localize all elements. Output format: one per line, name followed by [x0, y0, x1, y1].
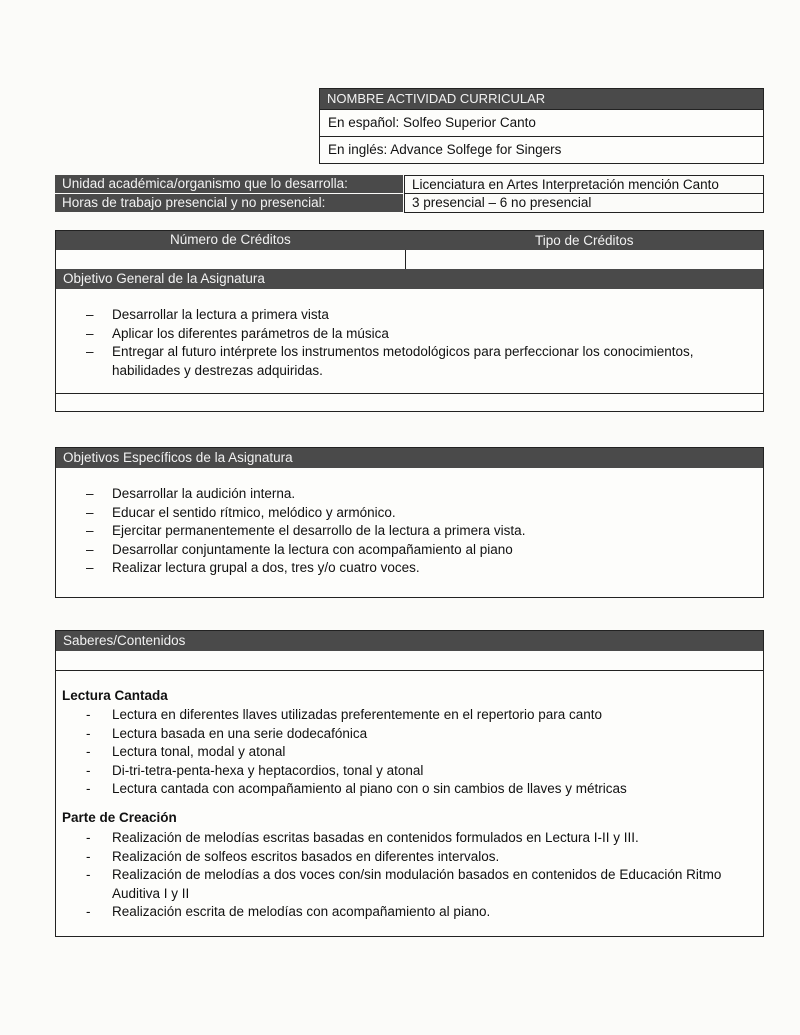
- list-item: – Educar el sentido rítmico, melódico y armónico.: [56, 504, 746, 523]
- dash-marker: -: [86, 867, 91, 882]
- dash-marker: –: [86, 325, 94, 341]
- list-item: – Desarrollar conjuntamente la lectura con acompañamiento al piano: [56, 541, 746, 560]
- list-item: – Desarrollar la audición interna.: [56, 485, 746, 504]
- specific-objectives-list: [56, 485, 746, 578]
- creacion-list: [56, 829, 756, 922]
- contents-box: [55, 630, 764, 937]
- list-item: – Desarrollar la lectura a primera vista: [56, 306, 746, 325]
- list-item: - Realización de melodías a dos voces con/sin modulación basados en contenidos de Educación Ritmo Auditiva I y II: [86, 867, 722, 901]
- credits-number-header: Número de Créditos: [170, 232, 291, 247]
- list-item: - Realización de solfeos escritos basados en diferentes intervalos.: [56, 848, 756, 867]
- dash-marker: –: [86, 504, 94, 520]
- dash-marker: –: [86, 486, 94, 501]
- list-item: - Lectura tonal, modal y atonal: [56, 743, 756, 762]
- list-item: - Lectura en diferentes llaves utilizadas preferentemente en el repertorio para canto: [56, 706, 756, 725]
- section-title-lectura: Lectura Cantada: [62, 688, 168, 703]
- dash-marker: –: [86, 541, 94, 557]
- activity-name-english: En inglés: Advance Solfege for Singers: [320, 136, 763, 163]
- section-title-creacion: Parte de Creación: [62, 810, 177, 825]
- specific-objectives-box: [55, 447, 764, 598]
- dash-marker: –: [86, 307, 94, 322]
- general-objective-list: [56, 306, 746, 380]
- general-objective-box: [55, 230, 764, 412]
- activity-name-spanish: En español: Solfeo Superior Canto: [320, 109, 763, 136]
- list-item: - Realización escrita de melodías con acompañamiento al piano.: [56, 903, 756, 922]
- credits-header-row: [56, 231, 763, 250]
- list-item: – Aplicar los diferentes parámetros de la música: [56, 325, 746, 344]
- list-item: - Di-tri-tetra-penta-hexa y heptacordios, tonal y atonal: [56, 762, 756, 781]
- list-item: – Realizar lectura grupal a dos, tres y/o cuatro voces.: [56, 559, 746, 578]
- dash-marker: -: [86, 848, 91, 864]
- credits-number-value: [56, 250, 406, 269]
- contents-header: Saberes/Contenidos: [56, 631, 763, 651]
- lectura-list: [56, 706, 756, 799]
- work-hours-label: Horas de trabajo presencial y no presencial:: [55, 194, 403, 212]
- work-hours-value: 3 presencial – 6 no presencial: [404, 193, 764, 213]
- dash-marker: –: [86, 344, 94, 359]
- academic-unit-value: Licenciatura en Artes Interpretación mención Canto: [404, 175, 764, 194]
- list-item: – Entregar al futuro intérprete los instrumentos metodológicos para perfeccionar los conocimientos, habilidades y destrezas adquiridas.: [86, 344, 694, 378]
- list-item: - Lectura cantada con acompañamiento al piano con o sin cambios de llaves y métricas: [56, 780, 756, 799]
- list-item: – Ejercitar permanentemente el desarrollo de la lectura a primera vista.: [56, 522, 746, 541]
- dash-marker: –: [86, 523, 94, 538]
- dash-marker: -: [86, 744, 91, 759]
- contents-header-line: [56, 670, 763, 671]
- dash-marker: -: [86, 904, 91, 919]
- general-objective-footer-line: [56, 393, 763, 394]
- general-objective-header: Objetivo General de la Asignatura: [56, 269, 763, 289]
- list-item: - Realización de melodías escritas basadas en contenidos formulados en Lectura I-II y III.: [56, 829, 756, 848]
- academic-unit-table: [55, 175, 764, 213]
- dash-marker: -: [86, 762, 91, 778]
- dash-marker: -: [86, 707, 91, 722]
- dash-marker: -: [86, 725, 91, 741]
- dash-marker: -: [86, 830, 91, 845]
- dash-marker: -: [86, 781, 91, 796]
- activity-name-header: NOMBRE ACTIVIDAD CURRICULAR: [320, 89, 763, 109]
- dash-marker: –: [86, 560, 94, 575]
- academic-unit-label: Unidad académica/organismo que lo desarrolla:: [55, 175, 403, 193]
- credits-type-value: [406, 250, 763, 269]
- credits-type-header: Tipo de Créditos: [535, 233, 634, 248]
- specific-objectives-header: Objetivos Específicos de la Asignatura: [56, 448, 763, 468]
- activity-name-box: [319, 88, 764, 164]
- list-item: - Lectura basada en una serie dodecafónica: [56, 725, 756, 744]
